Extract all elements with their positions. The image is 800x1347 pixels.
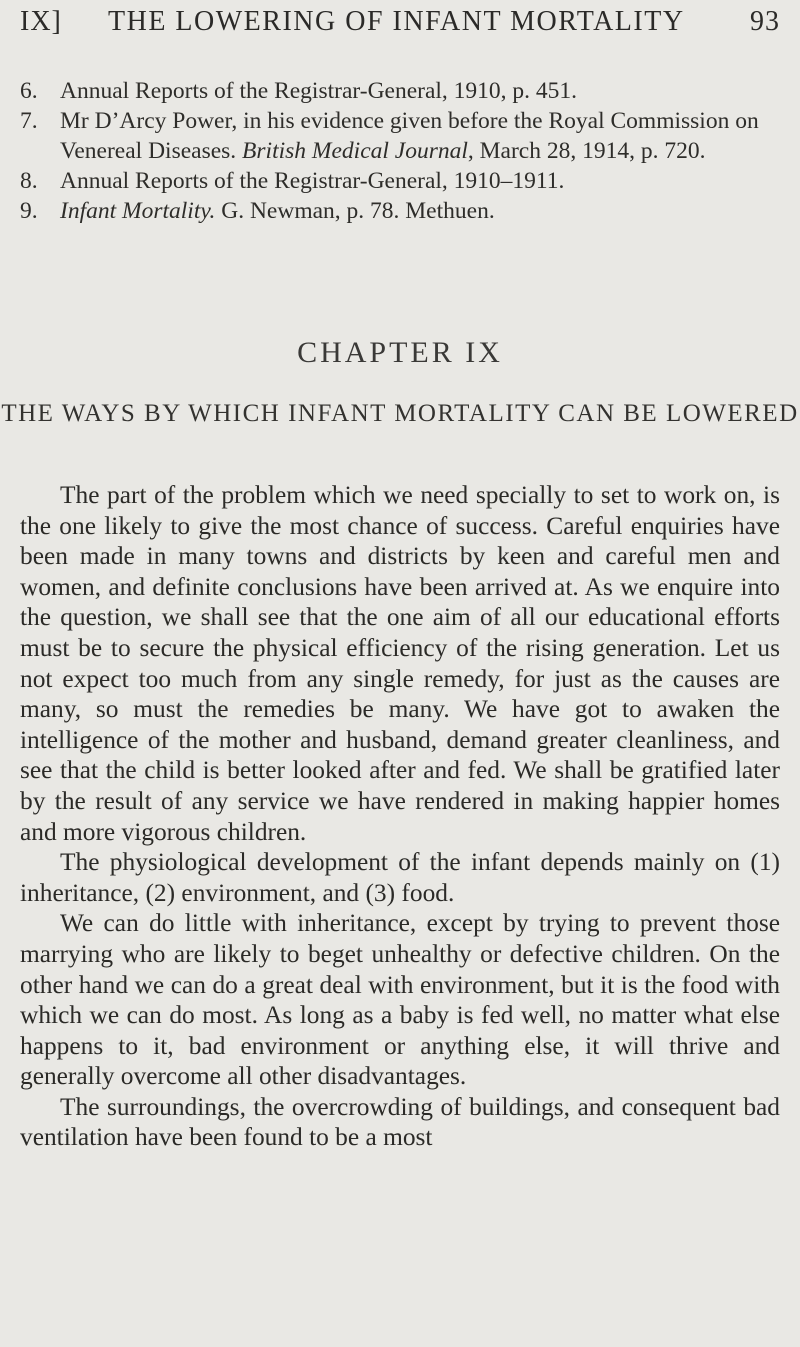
note-text: Annual Reports of the Registrar-General, 1910, p. 451. xyxy=(60,78,578,104)
note-text: Mr D’Arcy Power, in his evidence given before the Royal Commission on Venereal Diseases. xyxy=(60,108,759,164)
footnotes-list xyxy=(20,76,790,226)
note-italic-title: British Medical Journal xyxy=(242,138,468,164)
paragraph: The part of the problem which we need specially to set to work on, is the one likely to give the most chance of success. Careful enquiries have been made in many towns and districts by keen and careful men and women, and definite conclusions have been arrived at. As we enquire into the question, we shall see that the one aim of all our educational efforts must be to secure the physical efficiency of the rising generation. Let us not expect too much from any single remedy, for just as the causes are many, so must the remedies be many. We have got to awaken the intelligence of the mother and husband, demand greater cleanliness, and see that the child is better looked after and fed. We shall be gratified later by the result of any service we have rendered in making happier homes and more vigorous children. xyxy=(20,481,780,846)
running-title: THE LOWERING OF INFANT MORTALITY xyxy=(108,6,685,37)
note-item xyxy=(20,196,790,226)
paragraph: The physiological development of the infant depends mainly on (1) inheritance, (2) environment, and (3) food. xyxy=(20,848,780,907)
note-item xyxy=(20,76,790,106)
paragraph: The surroundings, the overcrowding of buildings, and consequent bad ventilation have been found to be a most xyxy=(20,1092,780,1152)
note-text-after: , March 28, 1914, p. 720. xyxy=(467,138,706,164)
note-number: 6. xyxy=(20,78,38,104)
chapter-ref: IX] xyxy=(20,6,62,37)
note-number: 8. xyxy=(20,168,38,194)
note-italic-title: Infant Mortality. xyxy=(60,198,216,224)
chapter-heading: CHAPTER IX xyxy=(297,336,503,369)
paragraph: We can do little with inheritance, except by trying to prevent those marrying who are likely to beget unhealthy or defective children. On the other hand we can do a great deal with environment, but it is the food with which we can do most. As long as a baby is fed well, no matter what else happens to it, bad environment or anything else, it will thrive and generally overcome all other disadvantages. xyxy=(20,909,780,1091)
chapter-title: THE WAYS BY WHICH INFANT MORTALITY CAN BE LOWERED xyxy=(1,400,799,427)
note-number: 9. xyxy=(20,198,38,224)
running-header xyxy=(20,6,780,46)
note-text: Annual Reports of the Registrar-General, 1910–1911. xyxy=(60,168,565,194)
note-item xyxy=(20,106,790,166)
note-item xyxy=(20,166,790,196)
body-text xyxy=(20,480,780,1153)
note-number: 7. xyxy=(20,108,38,134)
page-number: 93 xyxy=(750,6,780,37)
note-text-after: G. Newman, p. 78. Methuen. xyxy=(215,198,495,224)
